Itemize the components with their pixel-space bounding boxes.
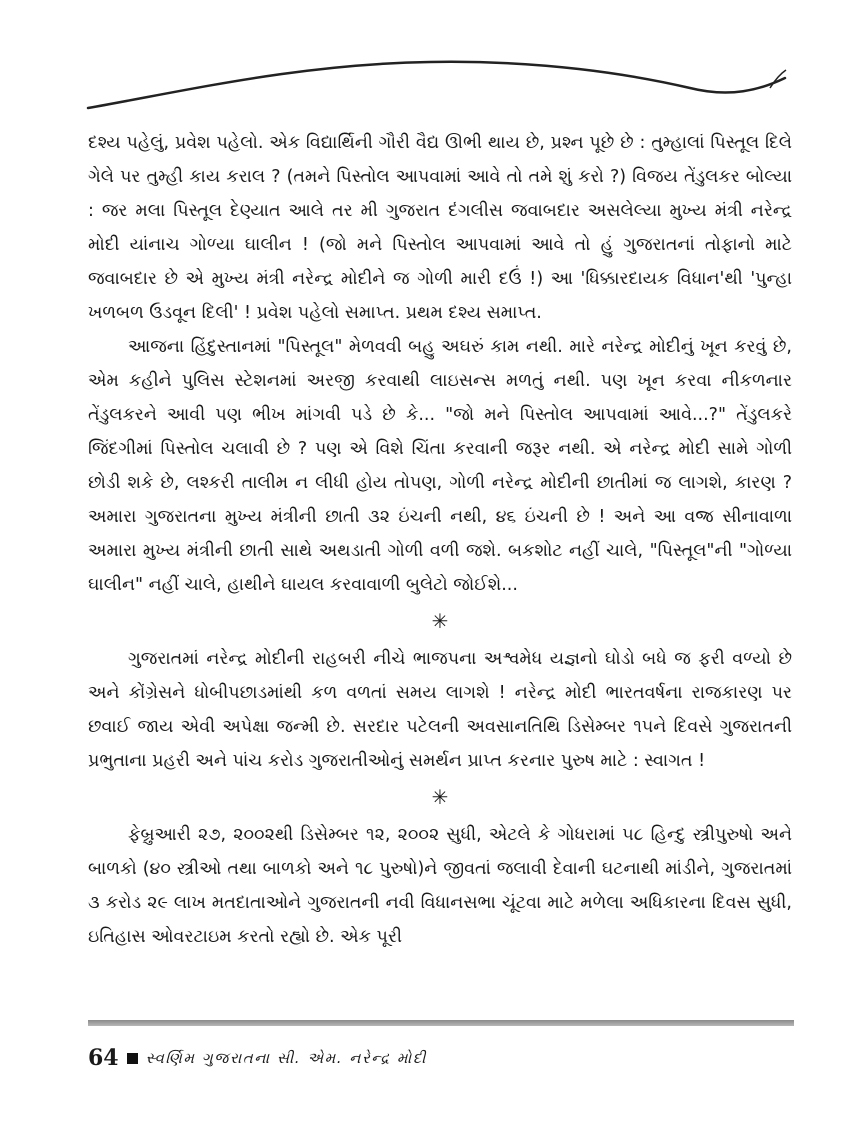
book-title: સ્વર્ણિમ ગુજરાતના સી. એમ. નરેન્દ્ર મોદી	[145, 1049, 427, 1067]
paragraph-3: ગુજરાતમાં નરેન્દ્ર મોદીની રાહબરી નીચે ભાજપના અશ્વમેધ યજ્ઞનો ઘોડો બધે જ ફરી વળ્યો છે અને કોંગ્રેસને ધોબીપછાડમાંથી કળ વળતાં સમય લાગશે ! નરેન્દ્ર મોદી ભારતવર્ષના રાજકારણ પર છવાઈ જાય એવી અપેક્ષા જન્મી છે. સરદાર પટેલની અવસાનતિથિ ડિસેમ્બર ૧૫ને દિવસે ગુજરાતની પ્રભુતાના પ્રહરી અને પાંચ કરોડ ગુજરાતીઓનું સમર્થન પ્રાપ્ત કરનાર પુરુષ માટે : સ્વાગત !	[88, 649, 792, 771]
page-footer	[88, 1040, 427, 1076]
header-wave-ornament	[70, 50, 800, 130]
paragraph-4: ફેબ્રુઆરી ૨૭, ૨૦૦૨થી ડિસેમ્બર ૧૨, ૨૦૦૨ સુધી, એટલે કે ગોધરામાં ૫૮ હિન્દુ સ્ત્રીપુરુષો અને બાળકો (૪૦ સ્ત્રીઓ તથા બાળકો અને ૧૮ પુરુષો)ને જીવતાં જલાવી દેવાની ઘટનાથી માંડીને, ગુજરાતમાં ૩ કરોડ ૨૯ લાખ મતદાતાઓને ગુજરાતની નવી વિધાનસભા ચૂંટવા માટે મળેલા અધિકારના દિવસ સુધી, ઇતિહાસ ઓવરટાઇમ કરતો રહ્યો છે. એક પૂરી	[88, 825, 792, 947]
paragraph-2: આજના હિંદુસ્તાનમાં "પિસ્તૂલ" મેળવવી બહુ અઘરું કામ નથી. મારે નરેન્દ્ર મોદીનું ખૂન કરવું છે, એમ કહીને પુલિસ સ્ટેશનમાં અરજી કરવાથી લાઇસન્સ મળતું નથી. પણ ખૂન કરવા નીકળનાર તેંડુલકરને આવી પણ ભીખ માંગવી પડે છે કે... "જો મને પિસ્તોલ આપવામાં આવે...?" તેંડુલકરે જિંદગીમાં પિસ્તોલ ચલાવી છે ? પણ એ વિશે ચિંતા કરવાની જરૂર નથી. એ નરેન્દ્ર મોદી સામે ગોળી છોડી શકે છે, લશ્કરી તાલીમ ન લીધી હોય તોપણ, ગોળી નરેન્દ્ર મોદીની છાતીમાં જ લાગશે, કારણ ? અમારા ગુજરાતના મુખ્ય મંત્રીની છાતી ૩૨ ઇંચની નથી, ૪૬ ઇંચની છે ! અને આ વજ્ર સીનાવાળા અમારા મુખ્ય મંત્રીની છાતી સાથે અથડાતી ગોળી વળી જશે. બકશોટ નહીં ચાલે, "પિસ્તૂલ"ની "ગોળ્યા ઘાલીન" નહીં ચાલે, હાથીને ઘાયલ કરવાવાળી બુલેટો જોઈશે...	[88, 337, 792, 595]
section-separator-2: ✳	[431, 785, 449, 809]
square-bullet-icon	[127, 1053, 138, 1064]
footer-rule	[88, 1020, 794, 1026]
paragraph-1: દશ્ય પહેલું, પ્રવેશ પહેલો. એક વિદ્યાર્થિની ગૌરી વૈદ્ય ઊભી થાય છે, પ્રશ્ન પૂછે છે : તુમ્હાલાં પિસ્તૂલ દિલે ગેલે પર તુમ્હી કાય કરાલ ? (તમને પિસ્તોલ આપવામાં આવે તો તમે શું કરો ?) વિજય તેંડુલકર બોલ્યા : જર મલા પિસ્તૂલ દેણ્યાત આલે તર મી ગુજરાત દંગલીસ જવાબદાર અસલેલ્યા મુખ્ય મંત્રી નરેન્દ્ર મોદી યાંનાચ ગોળ્યા ઘાલીન ! (જો મને પિસ્તોલ આપવામાં આવે તો હું ગુજરાતનાં તોફાનો માટે જવાબદાર છે એ મુખ્ય મંત્રી નરેન્દ્ર મોદીને જ ગોળી મારી દઉં !) આ 'ધિક્કારદાયક વિધાન'થી 'પુન્હા ખળબળ ઉડવૂન દિલી' ! પ્રવેશ પહેલો સમાપ્ત. પ્રથમ દશ્ય સમાપ્ત.	[88, 133, 792, 323]
page-number: 64	[88, 1045, 119, 1071]
section-separator-1: ✳	[431, 609, 449, 633]
body-text	[88, 126, 792, 954]
